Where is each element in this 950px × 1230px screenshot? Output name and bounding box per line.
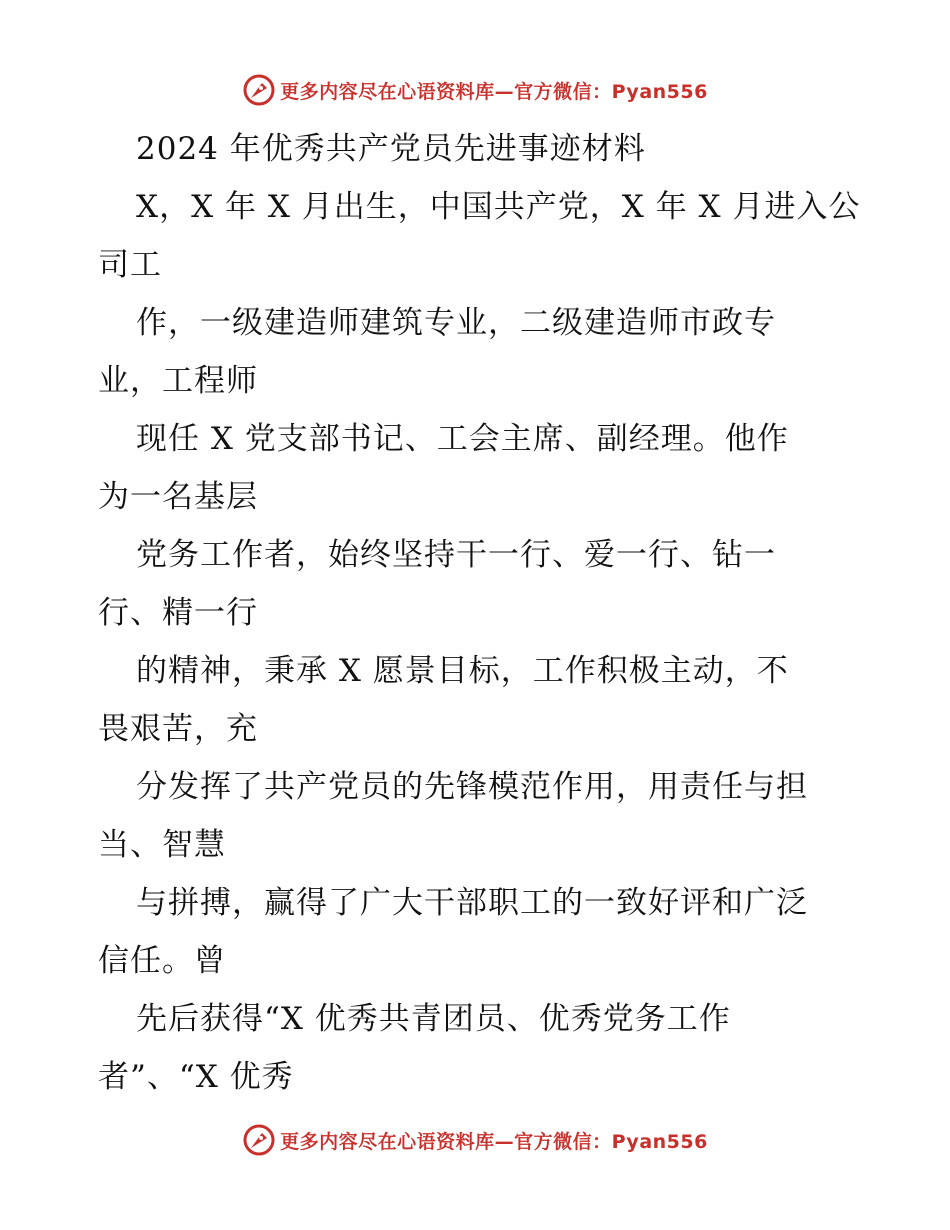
document-line: 司工 — [98, 247, 162, 283]
document-line: 党务工作者，始终坚持干一行、爱一行、钻一 — [136, 537, 776, 573]
document-body — [98, 120, 878, 1106]
document-line: 与拼搏，赢得了广大干部职工的一致好评和广泛 — [136, 885, 808, 921]
watermark-text: 更多内容尽在心语资料库—官方微信：Pyan556 — [280, 1130, 708, 1153]
document-line: 为一名基层 — [98, 479, 258, 515]
pen-nib-icon — [242, 73, 276, 107]
watermark-footer — [0, 1118, 950, 1162]
document-line: 2024 年优秀共产党员先进事迹材料 — [136, 131, 646, 167]
document-line: 者”、“X 优秀 — [98, 1059, 294, 1095]
pen-nib-icon — [242, 1123, 276, 1157]
document-line: 先后获得“X 优秀共青团员、优秀党务工作 — [136, 1001, 731, 1037]
document-line: 行、精一行 — [98, 595, 258, 631]
document-line: 的精神，秉承 X 愿景目标，工作积极主动，不 — [136, 653, 789, 689]
document-line: 信任。曾 — [98, 943, 226, 979]
document-line: X，X 年 X 月出生，中国共产党，X 年 X 月进入公 — [136, 189, 861, 225]
document-line: 业，工程师 — [98, 363, 258, 399]
document-line: 作，一级建造师建筑专业，二级建造师市政专 — [136, 305, 776, 341]
watermark-header — [0, 68, 950, 112]
document-line: 畏艰苦，充 — [98, 711, 258, 747]
watermark-text: 更多内容尽在心语资料库—官方微信：Pyan556 — [280, 80, 708, 103]
document-line: 当、智慧 — [98, 827, 226, 863]
document-line: 现任 X 党支部书记、工会主席、副经理。他作 — [136, 421, 789, 457]
document-line: 分发挥了共产党员的先锋模范作用，用责任与担 — [136, 769, 808, 805]
